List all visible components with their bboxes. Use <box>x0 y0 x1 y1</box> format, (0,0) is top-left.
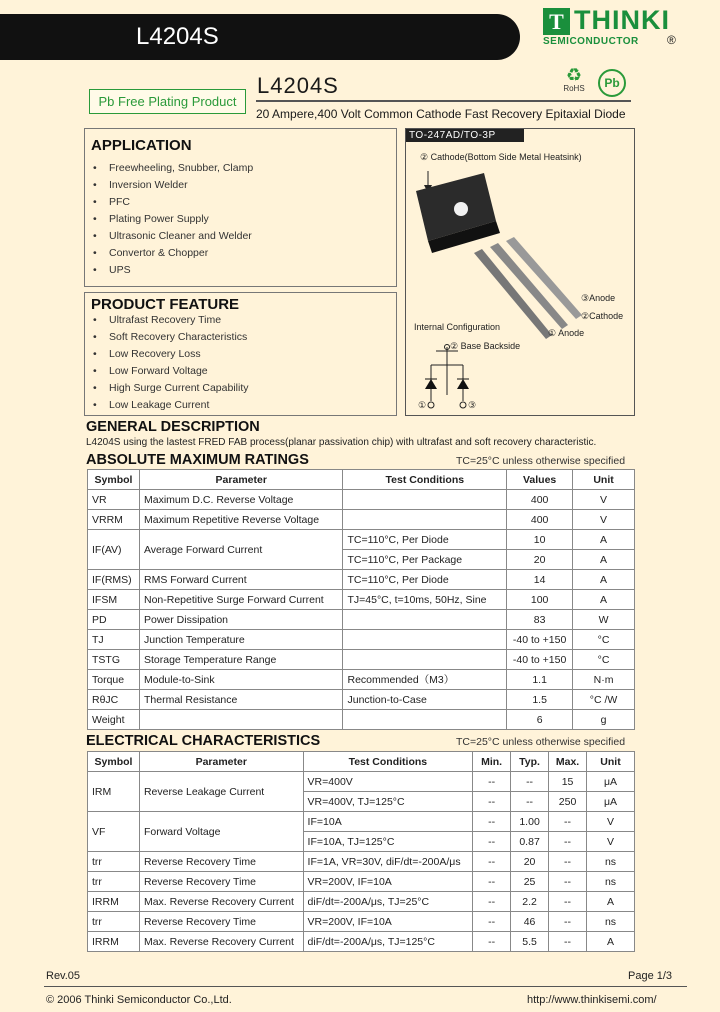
title-bar <box>0 14 520 60</box>
pb-free-icon: Pb <box>598 69 626 97</box>
pin3-label: ③Anode <box>581 293 616 303</box>
elec-table <box>87 751 635 952</box>
thinki-logo-icon: T <box>543 8 570 35</box>
table-row: TJ Junction Temperature -40 to +150 °C <box>88 630 635 650</box>
registered-mark: ® <box>667 33 676 47</box>
list-item: • Plating Power Supply <box>93 213 209 225</box>
table-row: IRRM Max. Reverse Recovery Current diF/dt=-200A/μs, TJ=125°C -- 5.5 -- A <box>88 932 635 952</box>
part-subtitle: 20 Ampere,400 Volt Common Cathode Fast Recovery Epitaxial Diode <box>256 107 626 121</box>
table-row: VR Maximum D.C. Reverse Voltage 400 V <box>88 490 635 510</box>
table-row: IF(RMS) RMS Forward Current TC=110°C, Per Diode 14 A <box>88 570 635 590</box>
terminal-1-label: ① <box>418 400 427 410</box>
pin1-label: ① Anode <box>548 328 585 338</box>
table-row: TC=110°C, Per Package 20 A <box>88 550 635 570</box>
revision: Rev.05 <box>46 970 81 982</box>
list-item: • UPS <box>93 264 131 276</box>
table-row: PD Power Dissipation 83 W <box>88 610 635 630</box>
rohs-icon: ♻ RoHS <box>563 65 585 93</box>
list-item: • Ultrasonic Cleaner and Welder <box>93 230 252 242</box>
table-row: VF Forward Voltage IF=10A -- 1.00 -- V <box>88 812 635 832</box>
cathode-note: ② Cathode(Bottom Side Metal Heatsink) <box>420 152 582 162</box>
package-drawing <box>406 129 636 417</box>
logo-subtitle: SEMICONDUCTOR <box>543 36 639 47</box>
table-row: IF=10A, TJ=125°C -- 0.87 -- V <box>88 832 635 852</box>
pb-free-badge: Pb Free Plating Product <box>89 89 246 114</box>
copyright: © 2006 Thinki Semiconductor Co.,Ltd. <box>46 994 232 1006</box>
terminal-2-label: ③ <box>468 400 477 410</box>
table-row: IF(AV) Average Forward Current TC=110°C, Per Diode 10 A <box>88 530 635 550</box>
elec-note: TC=25°C unless otherwise specified <box>456 736 626 748</box>
package-panel <box>405 128 635 416</box>
logo-name: THINKI <box>574 5 670 35</box>
application-title: APPLICATION <box>91 137 192 154</box>
website-link[interactable]: http://www.thinkisemi.com/ <box>527 994 657 1006</box>
divider <box>256 100 631 102</box>
list-item: • Low Recovery Loss <box>93 348 201 360</box>
abs-max-table <box>87 469 635 730</box>
elec-title: ELECTRICAL CHARACTERISTICS <box>86 733 321 749</box>
internal-config-label: Internal Configuration <box>414 322 501 332</box>
base-label: ② Base Backside <box>450 341 521 351</box>
table-header-row: Symbol Parameter Test Conditions Min. Typ. Max. Unit <box>88 752 635 772</box>
table-row: IRRM Max. Reverse Recovery Current diF/dt=-200A/μs, TJ=25°C -- 2.2 -- A <box>88 892 635 912</box>
list-item: • Convertor & Chopper <box>93 247 209 259</box>
pin2-label: ②Cathode <box>581 311 624 321</box>
table-row: TSTG Storage Temperature Range -40 to +150 °C <box>88 650 635 670</box>
feature-title: PRODUCT FEATURE <box>91 296 240 313</box>
list-item: • Freewheeling, Snubber, Clamp <box>93 162 254 174</box>
list-item: • Low Forward Voltage <box>93 365 208 377</box>
table-row: trr Reverse Recovery Time VR=200V, IF=10A -- 46 -- ns <box>88 912 635 932</box>
list-item: • Ultrafast Recovery Time <box>93 314 222 326</box>
table-row: VR=400V, TJ=125°C -- -- 250 μA <box>88 792 635 812</box>
rohs-label: RoHS <box>563 84 585 93</box>
list-item: • High Surge Current Capability <box>93 382 249 394</box>
abs-max-title: ABSOLUTE MAXIMUM RATINGS <box>86 452 309 468</box>
list-item: • Soft Recovery Characteristics <box>93 331 248 343</box>
general-text: L4204S using the lastest FRED FAB process(planar passivation chip) with ultrafast and soft recovery characteristic. <box>86 437 597 448</box>
feature-box <box>84 292 397 416</box>
table-row: trr Reverse Recovery Time VR=200V, IF=10A -- 25 -- ns <box>88 872 635 892</box>
table-row: trr Reverse Recovery Time IF=1A, VR=30V, diF/dt=-200A/μs -- 20 -- ns <box>88 852 635 872</box>
list-item: • Inversion Welder <box>93 179 188 191</box>
table-row: RθJC Thermal Resistance Junction-to-Case 1.5 °C /W <box>88 690 635 710</box>
table-row: VRRM Maximum Repetitive Reverse Voltage 400 V <box>88 510 635 530</box>
table-row: IRM Reverse Leakage Current VR=400V -- -- 15 μA <box>88 772 635 792</box>
application-box <box>84 128 397 287</box>
abs-max-note: TC=25°C unless otherwise specified <box>456 455 626 467</box>
table-header-row: Symbol Parameter Test Conditions Values Unit <box>88 470 635 490</box>
feature-list <box>93 312 248 414</box>
table-row: Torque Module-to-Sink Recommended（M3） 1.1 N·m <box>88 670 635 690</box>
list-item: • PFC <box>93 196 130 208</box>
list-item: • Low Leakage Current <box>93 399 210 411</box>
footer-divider <box>44 986 687 987</box>
doc-title: L4204S <box>136 23 219 50</box>
package-tab: TO-247AD/TO-3P <box>406 129 524 142</box>
page-number: Page 1/3 <box>628 970 673 982</box>
general-title: GENERAL DESCRIPTION <box>86 419 260 435</box>
part-number: L4204S <box>257 73 339 98</box>
table-row: Weight 6 g <box>88 710 635 730</box>
application-list <box>93 160 253 279</box>
table-row: IFSM Non-Repetitive Surge Forward Current TJ=45°C, t=10ms, 50Hz, Sine 100 A <box>88 590 635 610</box>
